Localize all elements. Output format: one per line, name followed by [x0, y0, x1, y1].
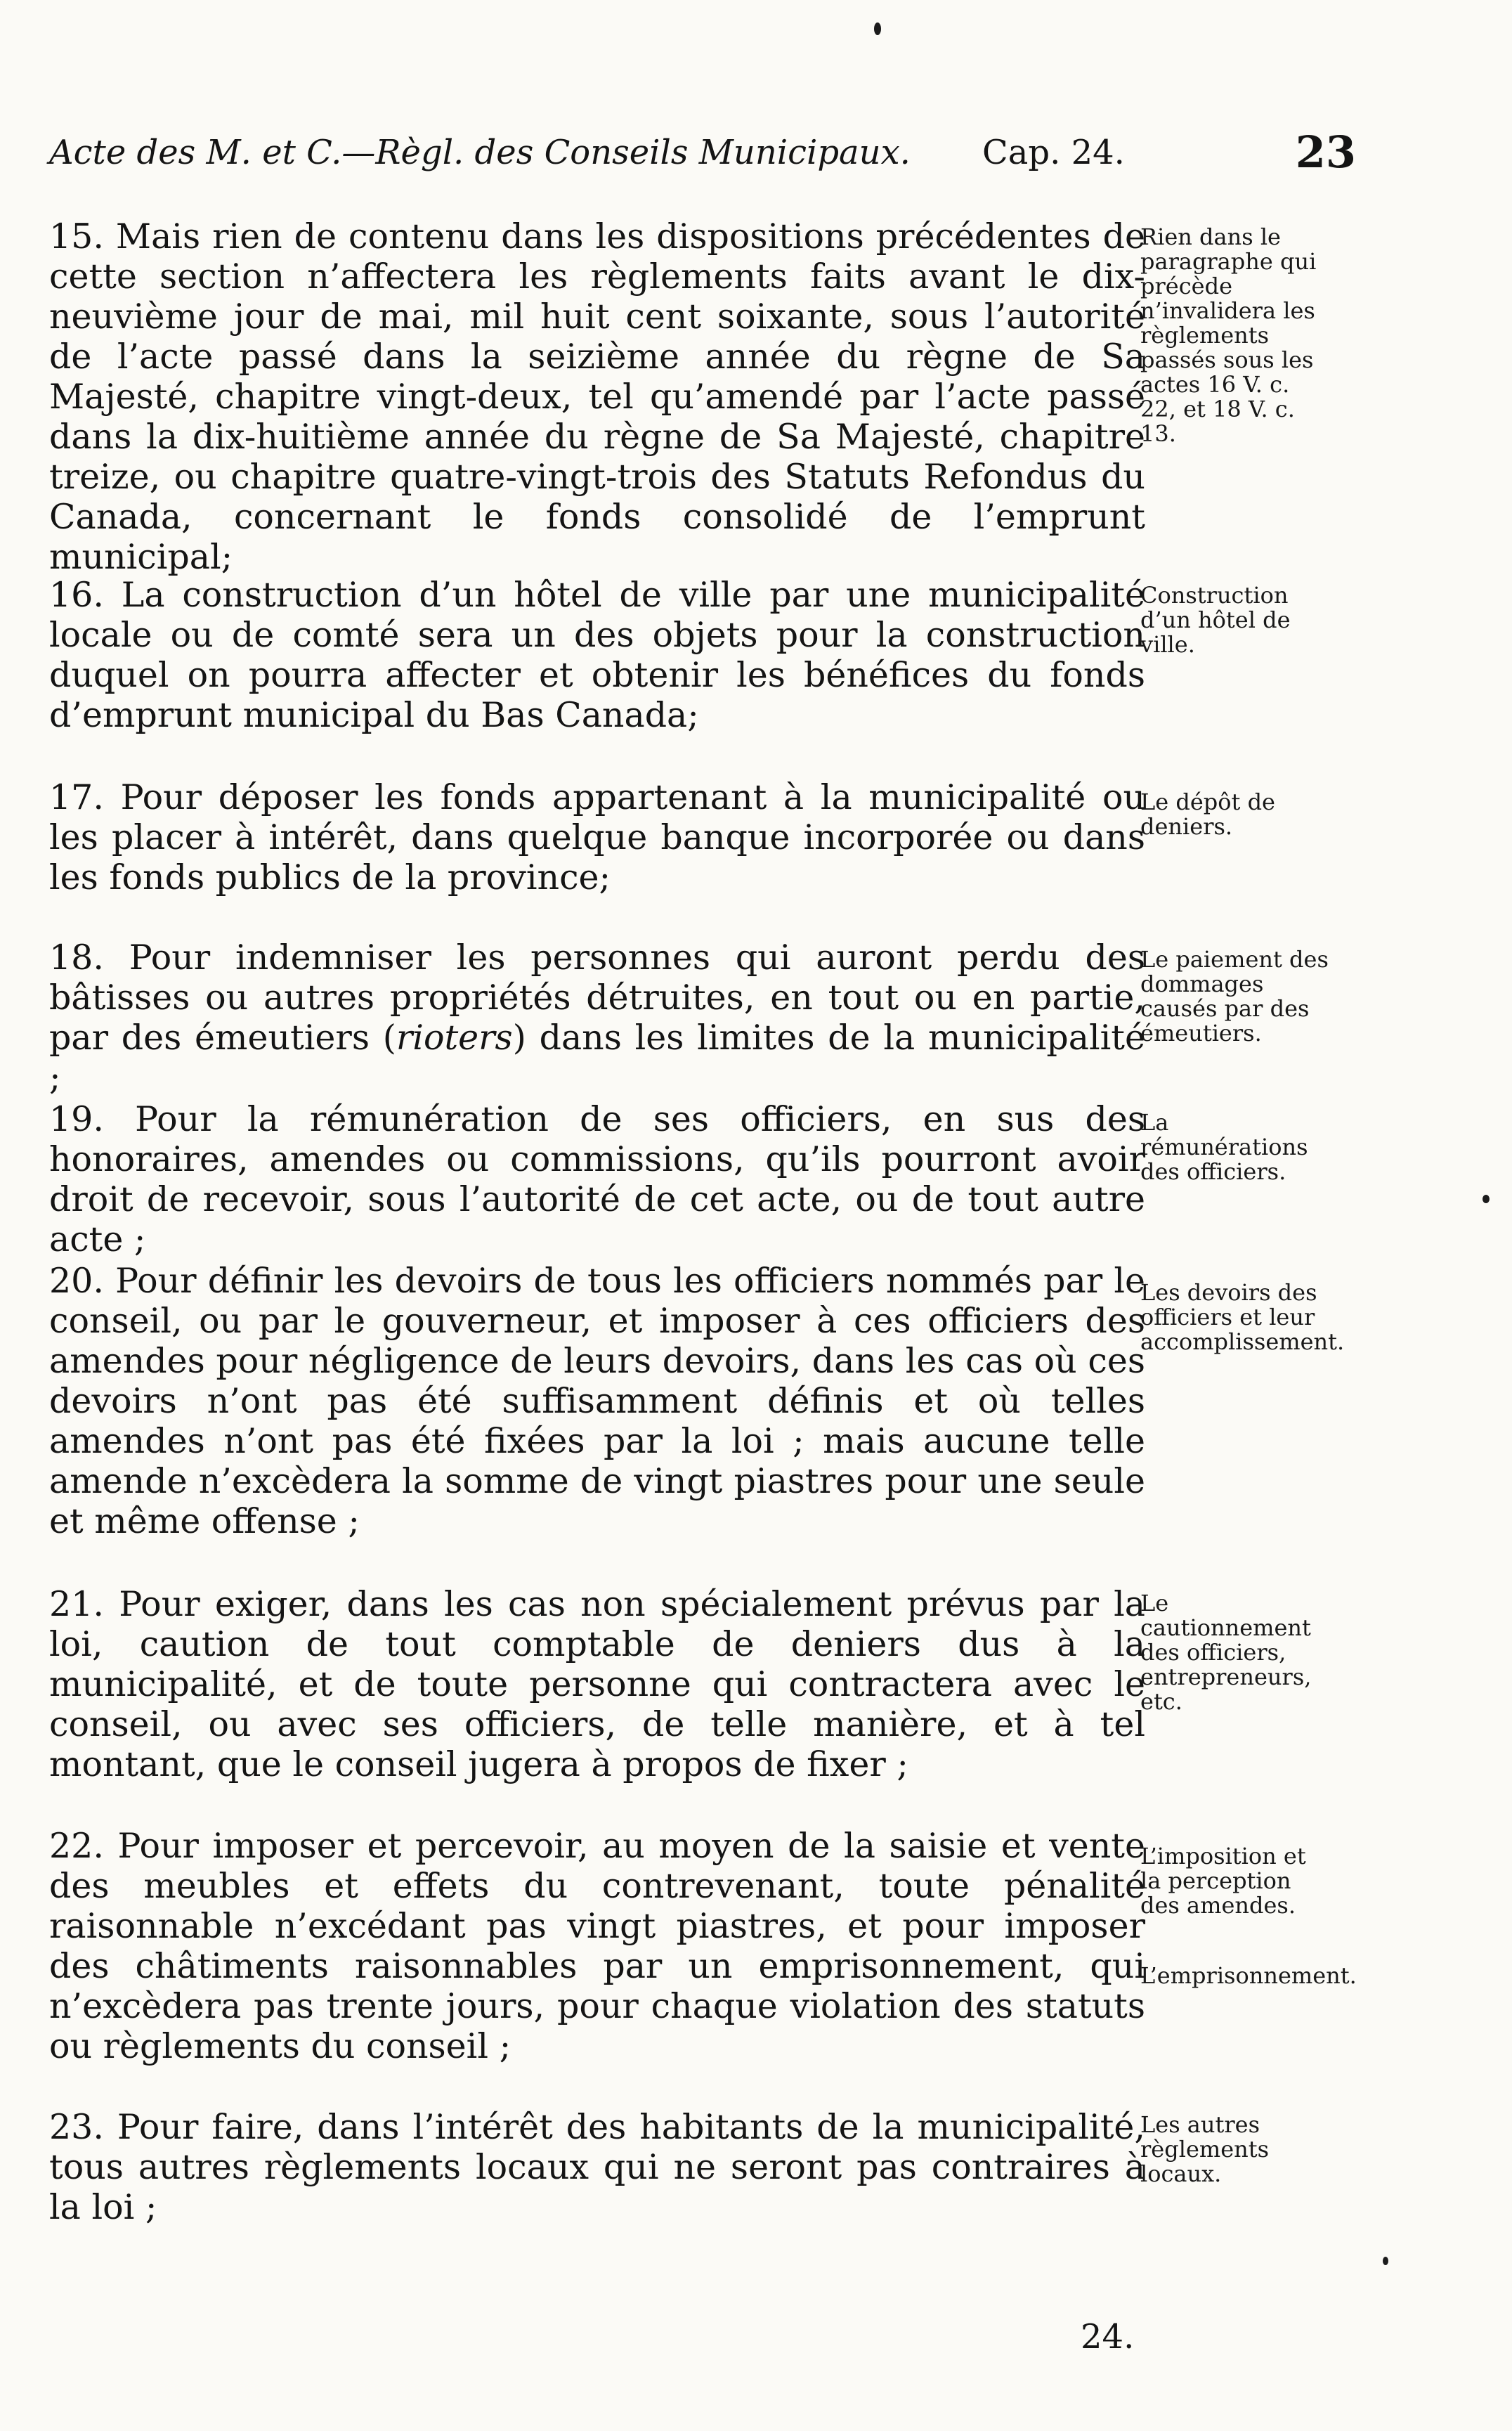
paragraph-15 [49, 216, 1145, 577]
margin-note: Le dépôt de deniers. [1140, 789, 1275, 840]
paragraph-text: La construction d’un hôtel de ville par une municipalité locale ou de comté sera un des objets pour la construction duquel on pourra affecter et obtenir les bénéfices du fonds d’emprunt municipal du Bas Canada; [49, 575, 1145, 735]
paragraph-21 [49, 1584, 1145, 1784]
ink-spot [1482, 1195, 1490, 1203]
paragraph-16 [49, 575, 1145, 735]
paragraph-number: 18. [49, 938, 104, 978]
page-number: 23 [1295, 127, 1356, 178]
paragraph-20 [49, 1261, 1145, 1541]
margin-note: La rémunérations des officiers. [1140, 1109, 1308, 1185]
paragraph-number: 17. [49, 777, 104, 817]
paragraph-23 [49, 2107, 1145, 2227]
running-header [49, 128, 1356, 177]
paragraph-text: Pour faire, dans l’intérêt des habitants de la municipalité, tous autres règlements locaux qui ne seront pas contraires à la loi ; [49, 2107, 1146, 2227]
paragraph-22 [49, 1826, 1145, 2066]
paragraph-19 [49, 1099, 1145, 1259]
paragraph-text: Pour imposer et percevoir, au moyen de la saisie et vente des meubles et effets du contrevenant, toute pénalité raisonnable n’excédant pas vingt piastres, et pour imposer des châtiments raisonnables par un emprisonnement, qui n’excèdera pas trente jours, pour chaque violation des statuts ou règlements du conseil ; [49, 1826, 1145, 2066]
paragraph-number: 16. [49, 575, 104, 615]
paragraph-text: Pour la rémunération de ses officiers, en sus des honoraires, amendes ou commissions, qu’ils pourront avoir droit de recevoir, sous l’autorité de cet acte, ou de tout autre acte ; [49, 1099, 1146, 1259]
italic-term: rioters [396, 1018, 513, 1058]
ink-spot [874, 22, 881, 35]
paragraph-number: 23. [49, 2107, 104, 2147]
paragraph-17 [49, 777, 1145, 897]
paragraph-text-before: Pour indemniser les personnes qui auront perdu des bâtisses ou autres propriétés détruites, en tout ou en partie, par des émeutiers ( [49, 938, 1146, 1058]
ink-spot [1383, 2257, 1388, 2265]
paragraph-number: 19. [49, 1099, 104, 1139]
paragraph-text-after: ) dans les limites de la municipalité ; [49, 1018, 1145, 1098]
margin-note: Rien dans le paragraphe qui précède n’invalidera les règlements passés sous les actes 16 V. c. 22, et 18 V. c. 13. [1140, 223, 1317, 447]
paragraph-number: 15. [49, 216, 104, 257]
margin-note: Les devoirs des officiers et leur accomplissement. [1140, 1279, 1345, 1355]
margin-note: Le cautionnement des officiers, entrepreneurs, etc. [1140, 1590, 1312, 1715]
paragraph-18 [49, 938, 1145, 1098]
signature-mark: 24. [1081, 2317, 1135, 2357]
paragraph-text: Pour exiger, dans les cas non spécialement prévus par la loi, caution de tout comptable de deniers dus à la municipalité, et de toute personne qui contractera avec le conseil, ou avec ses officiers, de telle manière, et à tel montant, que le conseil jugera à propos de fixer ; [49, 1584, 1146, 1784]
margin-note: Le paiement des dommages causés par des émeutiers. [1140, 946, 1329, 1046]
paragraph-text: Pour définir les devoirs de tous les officiers nommés par le conseil, ou par le gouverneur, et imposer à ces officiers des amendes pour négligence de leurs devoirs, dans les cas où ces devoirs n’ont pas été suffisamment définis et où telles amendes n’ont pas été fixées par la loi ; mais aucune telle amende n’excèdera la somme de vingt piastres pour une seule et même offense ; [49, 1261, 1146, 1541]
header-title: Acte des M. et C.—Règl. des Conseils Municipaux. [49, 133, 911, 172]
paragraph-number: 20. [49, 1261, 104, 1301]
paragraph-number: 22. [49, 1826, 104, 1866]
paragraph-text: Mais rien de contenu dans les dispositions précédentes de cette section n’affectera les règlements faits avant le dix-neuvième jour de mai, mil huit cent soixante, sous l’autorité de l’acte passé dans la seizième année du règne de Sa Majesté, chapitre vingt-deux, tel qu’amendé par l’acte passé dans la dix-huitième année du règne de Sa Majesté, chapitre treize, ou chapitre quatre-vingt-trois des Statuts Refondus du Canada, concernant le fonds consolidé de l’emprunt municipal; [49, 216, 1145, 577]
margin-note: Construction d’un hôtel de ville. [1140, 582, 1291, 658]
margin-note: L’emprisonnement. [1140, 1962, 1357, 1989]
margin-note: L’imposition et la perception des amendes. [1140, 1843, 1306, 1919]
paragraph-text: Pour déposer les fonds appartenant à la municipalité ou les placer à intérêt, dans quelque banque incorporée ou dans les fonds publics de la province; [49, 777, 1145, 897]
chapter-number: Cap. 24. [982, 133, 1125, 172]
paragraph-number: 21. [49, 1584, 104, 1624]
margin-note: Les autres règlements locaux. [1140, 2111, 1270, 2187]
